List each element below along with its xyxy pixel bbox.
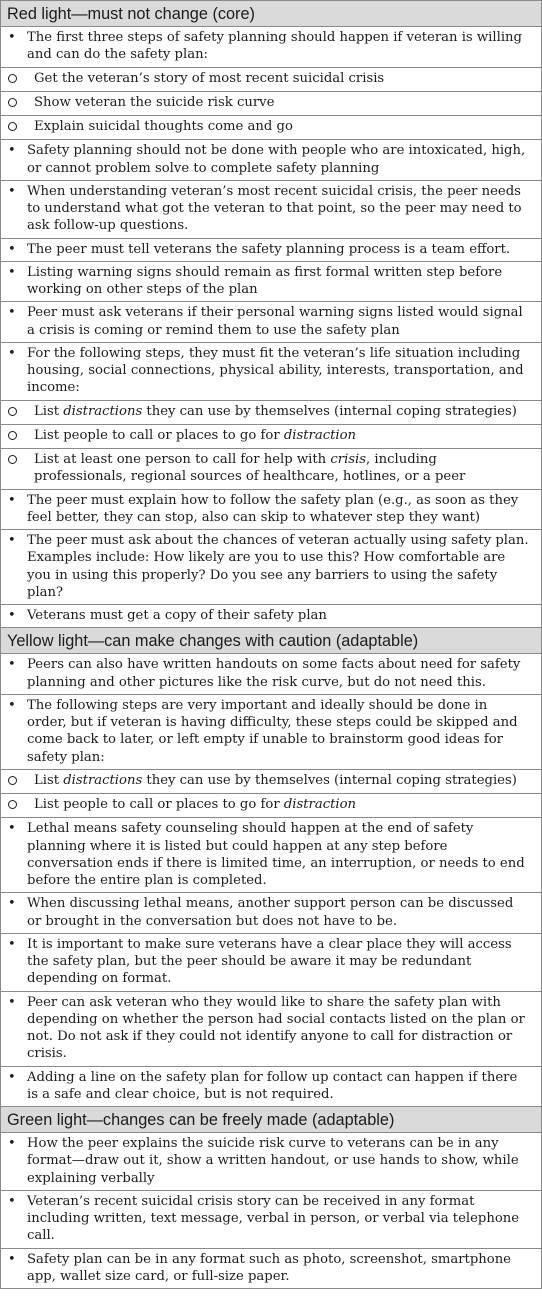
list-item — [1, 342, 542, 400]
bullet-icon: • — [8, 264, 16, 280]
list-item-cell — [1, 489, 542, 530]
sub-list-item — [1, 400, 542, 424]
green-light-header-row — [1, 1107, 542, 1133]
red-light-header-row — [1, 1, 542, 27]
list-item-cell — [1, 400, 542, 424]
circle-bullet-icon — [7, 772, 27, 790]
list-item — [1, 261, 542, 302]
item-text: List people to call or places to go for distraction — [34, 427, 357, 443]
item-text: Show veteran the suicide risk curve — [34, 94, 275, 110]
item-text: Get the veteran’s story of most recent suicidal crisis — [34, 70, 385, 86]
list-item-cell — [1, 1066, 542, 1107]
circle-icon — [8, 122, 17, 131]
list-item-cell — [1, 794, 542, 818]
item-text: Veterans must get a copy of their safety plan — [27, 608, 327, 623]
emphasis: distraction — [283, 427, 357, 443]
list-item-cell — [1, 424, 542, 448]
bullet-icon: • — [8, 1136, 16, 1151]
sub-list-item — [1, 67, 542, 91]
bullet-icon: • — [8, 994, 16, 1010]
list-item-cell — [1, 933, 542, 991]
circle-icon — [8, 74, 17, 83]
list-item-cell — [1, 530, 542, 605]
list-item-cell — [1, 694, 542, 769]
sub-list-item — [1, 769, 542, 793]
list-item-cell — [1, 605, 542, 628]
item-text: The peer must tell veterans the safety planning process is a team effort. — [27, 241, 511, 257]
item-text: For the following steps, they must fit the veteran’s life situation including housing, social connections, physical ability, interests, transportation, and income: — [27, 345, 524, 396]
list-item-cell — [1, 1248, 542, 1289]
sub-list-item — [1, 116, 542, 140]
circle-bullet-icon — [7, 427, 27, 445]
emphasis: distractions — [63, 403, 143, 419]
item-text: Listing warning signs should remain as first formal written step before working on other steps of the plan — [27, 264, 503, 297]
emphasis: distraction — [283, 797, 357, 812]
item-text: Safety plan can be in any format such as photo, screenshot, smartphone app, wallet size card, or full-size paper. — [27, 1251, 511, 1284]
list-item — [1, 1190, 542, 1248]
item-text: Lethal means safety counseling should happen at the end of safety planning where it is listed but could happen at any step before conversation ends if there is limited time, an interruption, or needs to end before the entire plan is completed. — [27, 821, 525, 888]
item-text: List people to call or places to go for distraction — [34, 797, 357, 812]
circle-icon — [8, 455, 17, 464]
circle-bullet-icon — [7, 70, 27, 88]
section-header: Yellow light—can make changes with caution (adaptable) — [1, 628, 542, 654]
list-item-cell — [1, 1190, 542, 1248]
list-item — [1, 654, 542, 695]
section-header: Green light—changes can be freely made (adaptable) — [1, 1107, 542, 1133]
circle-bullet-icon — [7, 796, 27, 814]
item-text: List at least one person to call for help with crisis, including professionals, regional sources of healthcare, hotlines, or a peer — [34, 452, 466, 485]
list-item-cell — [1, 1133, 542, 1191]
list-item — [1, 140, 542, 181]
list-item-cell — [1, 140, 542, 181]
bullet-icon: • — [8, 697, 16, 713]
bullet-icon: • — [8, 241, 16, 257]
sub-list-item — [1, 449, 542, 490]
bullet-icon: • — [8, 657, 16, 673]
bullet-icon: • — [8, 1069, 16, 1085]
item-text: When understanding veteran’s most recent suicidal crisis, the peer needs to understand what got the veteran to that point, so the peer may need to ask follow-up questions. — [27, 183, 522, 234]
list-item — [1, 694, 542, 769]
emphasis: distractions — [63, 772, 143, 788]
bullet-icon: • — [8, 608, 16, 623]
list-item-cell — [1, 342, 542, 400]
circle-bullet-icon — [7, 403, 27, 421]
bullet-icon: • — [8, 1193, 16, 1209]
bullet-icon: • — [8, 143, 16, 159]
item-text: Peer must ask veterans if their personal warning signs listed would signal a crisis is coming or remind them to use the safety plan — [27, 305, 523, 338]
list-item-cell — [1, 893, 542, 934]
bullet-icon: • — [8, 305, 16, 321]
list-item-cell — [1, 27, 542, 68]
bullet-icon: • — [8, 492, 16, 508]
list-item — [1, 489, 542, 530]
list-item-cell — [1, 449, 542, 490]
bullet-icon: • — [8, 936, 16, 952]
circle-bullet-icon — [7, 118, 27, 136]
bullet-icon: • — [8, 896, 16, 912]
bullet-icon: • — [8, 183, 16, 199]
list-item — [1, 1248, 542, 1289]
circle-bullet-icon — [7, 94, 27, 112]
sub-list-item — [1, 794, 542, 818]
bullet-icon: • — [8, 533, 16, 548]
item-text: List distractions they can use by themselves (internal coping strategies) — [34, 772, 517, 788]
yellow-light-header-row — [1, 628, 542, 654]
list-item — [1, 27, 542, 68]
list-item — [1, 933, 542, 991]
item-text: Adding a line on the safety plan for follow up contact can happen if there is a safe and clear choice, but is not required. — [27, 1069, 518, 1102]
section-header: Red light—must not change (core) — [1, 1, 542, 27]
bullet-icon: • — [8, 1251, 16, 1267]
item-text: How the peer explains the suicide risk curve to veterans can be in any format—draw out it, show a written handout, or use hands to show, while explaining verbally — [27, 1136, 519, 1186]
circle-icon — [8, 800, 17, 809]
item-text: Peers can also have written handouts on some facts about need for safety planning and other pictures like the risk curve, but do not need this. — [27, 657, 521, 690]
item-text: Explain suicidal thoughts come and go — [34, 119, 293, 134]
item-text: Safety planning should not be done with people who are intoxicated, high, or cannot problem solve to complete safety planning — [27, 143, 526, 176]
list-item — [1, 530, 542, 605]
list-item-cell — [1, 67, 542, 91]
item-text: When discussing lethal means, another support person can be discussed or brought in the conversation but does not have to be. — [27, 896, 514, 929]
list-item-cell — [1, 180, 542, 238]
item-text: Veteran’s recent suicidal crisis story can be received in any format including written, text message, verbal in person, or verbal via telephone call. — [27, 1193, 520, 1244]
item-text: Peer can ask veteran who they would like to share the safety plan with depending on whether the person had social contacts listed on the plan or not. Do not ask if they could not identify anyone to call for distraction or crisis. — [27, 994, 525, 1062]
item-text: The peer must explain how to follow the safety plan (e.g., as soon as they feel better, they can stop, also can skip to whatever step they want) — [27, 492, 519, 525]
list-item-cell — [1, 991, 542, 1066]
list-item — [1, 180, 542, 238]
circle-icon — [8, 407, 17, 416]
list-item-cell — [1, 116, 542, 140]
list-item-cell — [1, 769, 542, 793]
sub-list-item — [1, 91, 542, 115]
emphasis: crisis — [330, 452, 367, 467]
list-item — [1, 238, 542, 261]
circle-icon — [8, 98, 17, 107]
list-item-cell — [1, 818, 542, 893]
item-text: The peer must ask about the chances of veteran actually using safety plan. Examples include: How likely are you to use this? How comfortable are you in using this properly? Do you see any barriers to using the safety plan? — [27, 533, 529, 600]
list-item — [1, 818, 542, 893]
list-item — [1, 605, 542, 628]
list-item — [1, 302, 542, 343]
item-text: It is important to make sure veterans have a clear place they will access the safety plan, but the peer should be aware it may be redundant depending on format. — [27, 936, 512, 987]
list-item-cell — [1, 261, 542, 302]
list-item — [1, 893, 542, 934]
circle-bullet-icon — [7, 451, 27, 469]
list-item-cell — [1, 302, 542, 343]
circle-icon — [8, 776, 17, 785]
sub-list-item — [1, 424, 542, 448]
list-item-cell — [1, 654, 542, 695]
list-item-cell — [1, 238, 542, 261]
bullet-icon: • — [8, 30, 16, 45]
item-text: The following steps are very important and ideally should be done in order, but if veteran is having difficulty, these steps could be skipped and come back to later, or left empty if unable to brainstorm good ideas for safety plan: — [27, 697, 518, 765]
bullet-icon: • — [8, 345, 16, 361]
list-item — [1, 991, 542, 1066]
list-item — [1, 1066, 542, 1107]
item-text: List distractions they can use by themselves (internal coping strategies) — [34, 403, 517, 419]
list-item-cell — [1, 91, 542, 115]
item-text: The first three steps of safety planning should happen if veteran is willing and can do the safety plan: — [27, 30, 522, 63]
bullet-icon: • — [8, 821, 16, 837]
circle-icon — [8, 431, 17, 440]
list-item — [1, 1133, 542, 1191]
